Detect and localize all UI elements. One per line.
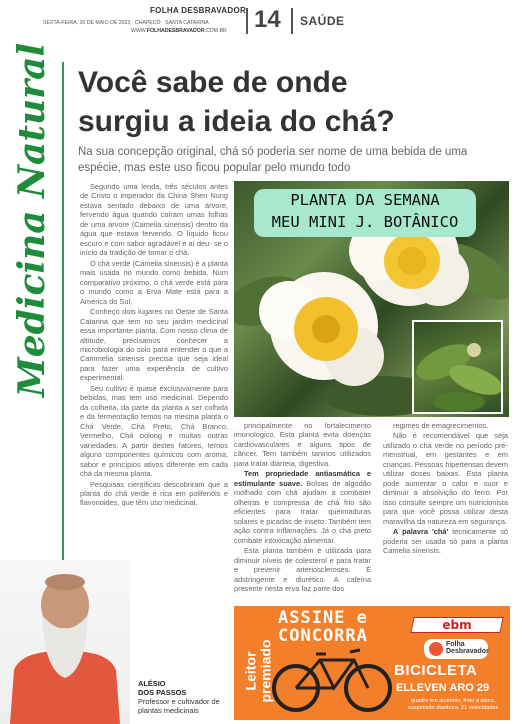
partner-logo-line-2: Desbravador — [446, 648, 489, 656]
paragraph — [383, 527, 508, 555]
tea-flower-photo — [234, 181, 509, 417]
paragraph: Seu cultivo é quase exclusivamente para bebidas, mas tem uso medicinal. Dependo da colheita, da parte da planta a ser colhida e da fermentação temos na mesma planta o Chá Verde, Chá Preto, Chá Branco, Vermelho, Chá oolong e muitas outras variedades. A partir destes fatores, temos alguns componentes químicos com aroma, sabor e princípios ativos diferente em cada chá da mesma planta. — [80, 383, 228, 479]
page-number: 14 — [254, 6, 281, 33]
paragraph: Conheço dois lugares no Oeste de Santa Catarina que tem no seu jardim medicinal essa importante planta. Com nosso clima de altitude, precisamos conhecer a microbiologia do solo para entender o que a Cammelia sinensis precisa que seja ideal para fazer uma experiência de cultivo experimental. — [80, 307, 228, 383]
partner-logo — [424, 639, 488, 659]
author-role-line-1: Professor e cultivador de — [138, 697, 220, 706]
headline — [78, 63, 518, 141]
paragraph — [234, 469, 371, 545]
author-role — [138, 698, 220, 716]
bold-lead: Tem propriedade antiasmática e estimulante suave. — [234, 469, 371, 488]
author-portrait — [0, 560, 130, 724]
ad-title — [278, 610, 368, 646]
author-photo — [0, 560, 130, 724]
website-suffix: .COM.BR — [204, 28, 227, 34]
paragraph: Segundo uma lenda, três séculos antes de Cristo o imperador da China Shen Nung estava sentado debaixo de uma árvore, fervendo água quando caíram umas folhas de uma árvore (Camelia sinensis) dentro da água que estava fervendo. O líquido ficou escuro e com sabor agradável e aí deu- se o início da tradição de tomar o chá. — [80, 182, 228, 258]
section-name: SAÚDE — [300, 14, 345, 28]
article-column-2 — [234, 421, 371, 594]
author-name-line-1: ALÉSIO — [138, 679, 166, 688]
author-role-line-2: plantas medicinais — [138, 705, 199, 715]
column-title — [8, 42, 56, 398]
column-title-text: Medicina Natural — [11, 42, 53, 398]
author-name — [138, 680, 186, 698]
paragraph: regimes de emagrecimentos. — [393, 421, 489, 430]
article-column-3 — [383, 421, 508, 557]
banner-line-2: MEU MINI J. BOTÂNICO — [271, 213, 459, 231]
ad-prize: BICICLETA — [394, 662, 478, 679]
partner-logo-text — [446, 641, 489, 656]
headline-line-1: Você sabe de onde — [78, 66, 348, 99]
ad-vertical-line-1: Leitor — [242, 651, 259, 691]
partner-logo-icon — [429, 642, 443, 656]
divider — [246, 8, 248, 34]
date-line: SEXTA-FEIRA, 26 DE MAIO DE 2023 · CHAPECÓ · SANTA CATARINA — [43, 20, 209, 26]
leaves-illustration — [414, 322, 503, 414]
article-column-1 — [80, 182, 228, 509]
subheadline: Na sua concepção original, chá só poderia ser nome de uma bebida de uma espécie, mas este uso ficou popular pelo mundo todo — [78, 146, 468, 174]
paragraph: Não é recomendável que seja utilizado o chá verde no período pré-menstrual, em gestantes e em crianças. Pessoas hipertensas devem utilizar doses baixas. Esta planta pode aumentar o calor e suor e diminuir a absolvição do ferro. Por isso consulte sempre um nutricionista para que você possa utilizar desta maravilha da natureza em segurança. — [383, 431, 508, 526]
brand-logo — [410, 617, 503, 633]
ad-model: ELLEVEN ARO 29 — [396, 682, 490, 694]
newspaper-name: FOLHA DESBRAVADOR — [150, 6, 247, 15]
paragraph: O chá verde (Camelia sinensis) é a planta mais usada no mundo como bebida. Num comparativo próximo, o chá verde está para o mundo como a Erva Mate está para a América do Sul. — [80, 258, 228, 306]
tea-plant-inset-photo — [412, 320, 503, 414]
subscription-ad[interactable] — [234, 606, 510, 720]
divider — [291, 8, 293, 34]
ad-title-line-2: CONCORRA — [278, 625, 368, 646]
ad-vertical-line-2: premiado — [257, 639, 273, 703]
photo-banner — [254, 189, 476, 237]
website-name: FOLHADESBRAVADOR — [146, 28, 205, 34]
author-name-line-2: DOS PASSOS — [138, 687, 187, 697]
paragraph: Pesquisas científicas descobriram que a planta do chá verde é rica em polifenóis e flavonoides, que têm uso medicinal, — [80, 479, 228, 508]
paragraph-text: Bolsas de algodão molhado com chá ajudam a combater olheiras e compressa de chá frio são eficientes para tratar queimaduras solares e picadas de inseto. Também tem ação contra inflamações. Já o chá preto combate intoxicação alimentar. — [234, 478, 371, 545]
paragraph-text: tecnicamente só poderia ser usada só para a planta Camelia sinensis. — [383, 527, 509, 556]
bold-lead: A palavra 'chá' — [393, 527, 449, 537]
ad-title-line-1: ASSINE e — [278, 608, 368, 628]
page-header — [0, 0, 522, 44]
paragraph: principalmente no fortalecimento imunológico. Esta planta evita doenças cardiovasculares e alguns tipos de câncer. Tem também taninos utilizados para tratar diarreia, digestiva. — [234, 421, 371, 468]
website[interactable] — [131, 28, 227, 34]
paragraph: Esta planta também é utilizada para diminuir níveis de colesterol e para tratar e prevenir arterioscleroses. É adstringente e diurético. A cafeína presente nesta erva faz parte dos — [234, 546, 371, 593]
ad-details: quadro em alumínio, freio a disco, suspensão dianteira, 21 velocidades — [407, 698, 499, 711]
headline-line-2: surgiu a ideia do chá? — [78, 105, 395, 138]
partner-logo-line-1: Folha — [446, 641, 465, 648]
banner-line-1: PLANTA DA SEMANA — [290, 191, 440, 209]
brand-logo-text: ebm — [442, 618, 472, 632]
bicycle-icon — [268, 642, 396, 714]
website-prefix: WWW. — [131, 28, 147, 34]
